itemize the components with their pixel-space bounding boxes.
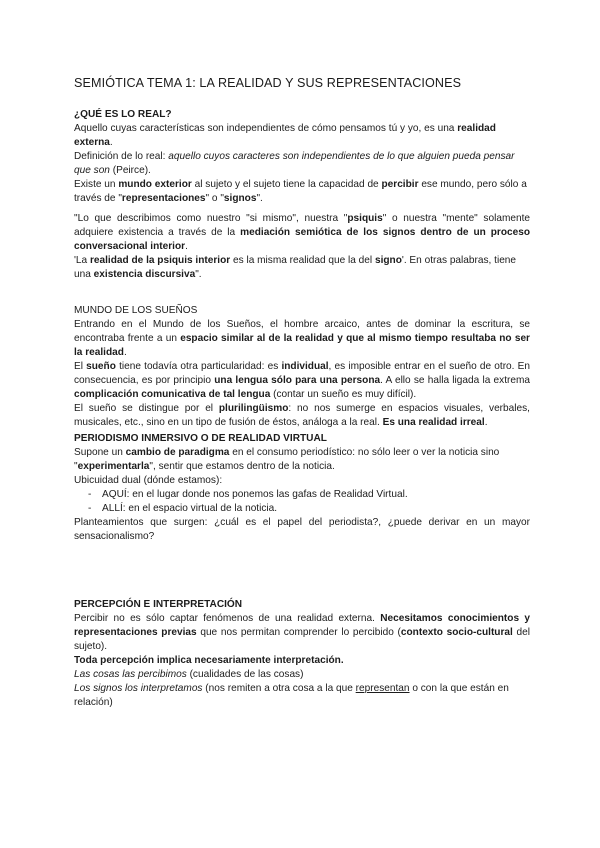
paragraph: Supone un cambio de paradigma en el consumo periodístico: no sólo leer o ver la noticia sino "experimentarla", sentir que estamos dentro de la noticia. (74, 447, 500, 472)
page-title: SEMIÓTICA TEMA 1: LA REALIDAD Y SUS REPRESENTACIONES (74, 76, 462, 90)
paragraph: El sueño se distingue por el plurilingüismo: no nos sumerge en espacios visuales, verbales, musicales, etc., sino en un tipo de fusión de éstos, análoga a la real. Es una realidad irreal. (74, 403, 530, 428)
section-perception-interpretation (74, 598, 530, 710)
paragraph: Ubicuidad dual (dónde estamos): (74, 475, 223, 486)
paragraph: Existe un mundo exterior al sujeto y el sujeto tiene la capacidad de percibir ese mundo, pero sólo a través de "representaciones" o "signos". (74, 179, 527, 204)
dash-list (74, 488, 530, 516)
paragraph: Las cosas las percibimos (cualidades de las cosas) (74, 669, 304, 680)
paragraph: Planteamientos que surgen: ¿cuál es el papel del periodista?, ¿puede derivar en un mayor sensacionalismo? (74, 517, 530, 542)
paragraph: Aquello cuyas características son independientes de cómo pensamos tú y yo, es una realidad externa. (74, 123, 496, 148)
paragraph: 'La realidad de la psiquis interior es la misma realidad que la del signo'. En otras palabras, tiene una existencia discursiva". (74, 255, 517, 280)
section-heading: ¿QUÉ ES LO REAL? (74, 109, 172, 120)
paragraph: "Lo que describimos como nuestro "si mismo", nuestra "psiquis" o nuestra "mente" solamente adquiere existencia a través de la mediación semiótica de los signos dentro de un proceso conversacional interior. (74, 213, 530, 252)
paragraph: Definición de lo real: aquello cuyos caracteres son independientes de lo que alguien pueda pensar que son (Peirce). (74, 151, 515, 176)
list-item: - ALLÍ: en el espacio virtual de la noticia. (88, 502, 530, 516)
paragraph: El sueño tiene todavía otra particularidad: es individual, es imposible entrar en el sueño de otro. En consecuencia, es por principio una lengua sólo para una persona. A ello se halla ligada la extrema complicación comunicativa de tal lengua (contar un sueño es muy difícil). (74, 361, 530, 400)
section-immersive-journalism (74, 432, 530, 544)
list-item: - AQUÍ: en el lugar donde nos ponemos las gafas de Realidad Virtual. (88, 488, 530, 502)
paragraph: Entrando en el Mundo de los Sueños, el hombre arcaico, antes de dominar la escritura, se encontraba frente a un espacio similar al de la realidad y que al mismo tiempo resultaba no ser la realidad. (74, 319, 530, 358)
section-heading: MUNDO DE LOS SUEÑOS (74, 305, 198, 316)
paragraph: Percibir no es sólo captar fenómenos de una realidad externa. Necesitamos conocimientos y representaciones previas que nos permitan comprender lo percibido (contexto socio-cultural del sujeto). (74, 613, 530, 652)
paragraph: Toda percepción implica necesariamente interpretación. (74, 655, 344, 666)
paragraph: Los signos los interpretamos (nos remiten a otra cosa a la que representan o con la que están en relación) (74, 683, 509, 708)
section-heading: PERCEPCIÓN E INTERPRETACIÓN (74, 599, 243, 610)
section-what-is-real (74, 108, 530, 282)
section-dream-world (74, 304, 530, 430)
section-heading: PERIODISMO INMERSIVO O DE REALIDAD VIRTUAL (74, 433, 327, 444)
